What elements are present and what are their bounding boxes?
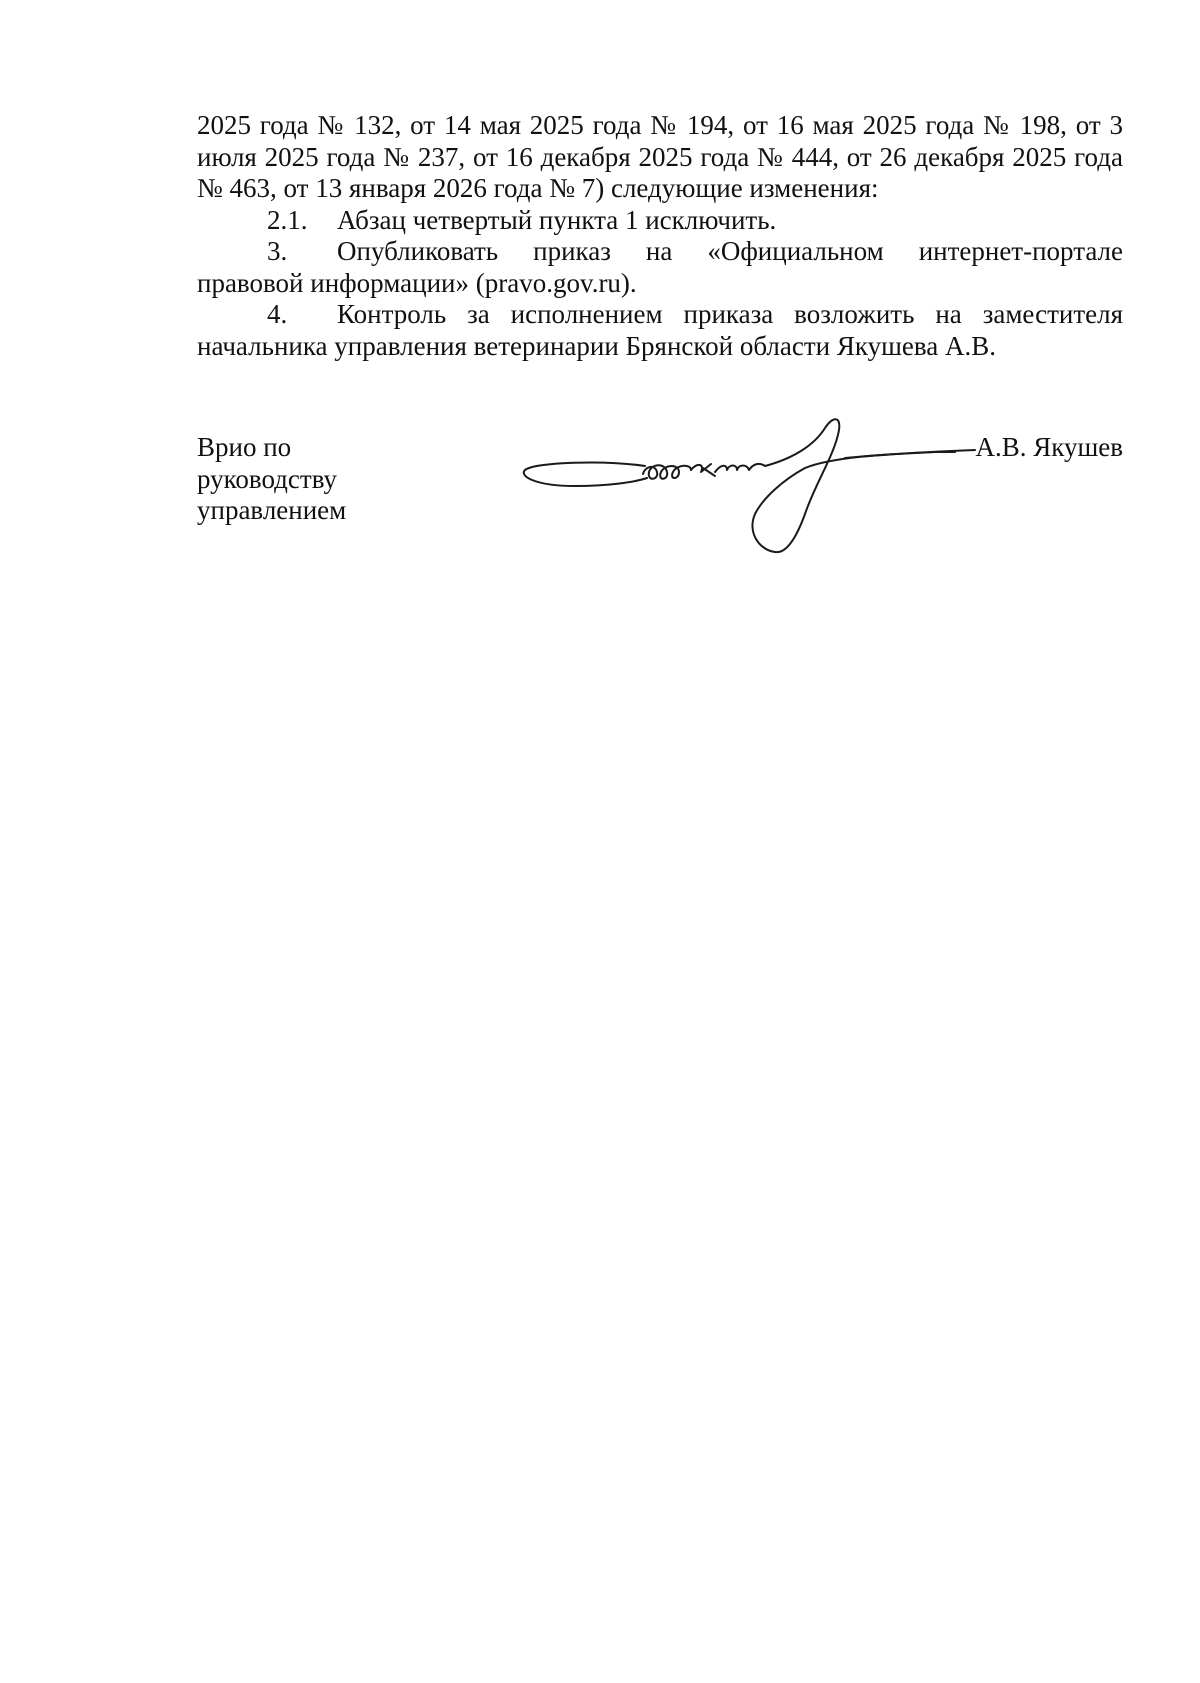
paragraph-intro xyxy=(197,110,1123,205)
document-body xyxy=(197,110,1123,362)
paragraph-text: Контроль за исполнением приказа возложить на заместителя начальника управления ветеринарии Брянской области Якушева А.В. xyxy=(197,299,1123,361)
signature-block xyxy=(197,432,1123,582)
signatory-position-line: руководству xyxy=(197,463,338,494)
handwritten-signature xyxy=(515,414,985,564)
paragraph-4 xyxy=(197,299,1123,362)
signatory-position-line: Врио по xyxy=(197,432,292,462)
signatory-name: А.В. Якушев xyxy=(975,432,1123,462)
paragraph-number: 4. xyxy=(267,299,288,329)
paragraph-number: 3. xyxy=(267,236,288,266)
paragraph-3 xyxy=(197,236,1123,299)
paragraph-number: 2.1. xyxy=(267,204,308,235)
paragraph-2-1 xyxy=(197,205,1123,237)
paragraph-text: Опубликовать приказ на «Официальном интернет-портале правовой информации» (pravo.gov.ru). xyxy=(197,236,1123,298)
signatory-position xyxy=(197,432,397,527)
paragraph-text: Абзац четвертый пункта 1 исключить. xyxy=(337,204,777,235)
signatory-position-line: управлением xyxy=(197,495,347,525)
paragraph-intro-text: 2025 года № 132, от 14 мая 2025 года № 194, от 16 мая 2025 года № 198, от 3 июля 2025 года № 237, от 16 декабря 2025 года № 444, от 26 декабря 2025 года № 463, от 13 января 2026 года № 7) следующие изменения: xyxy=(197,110,1123,203)
